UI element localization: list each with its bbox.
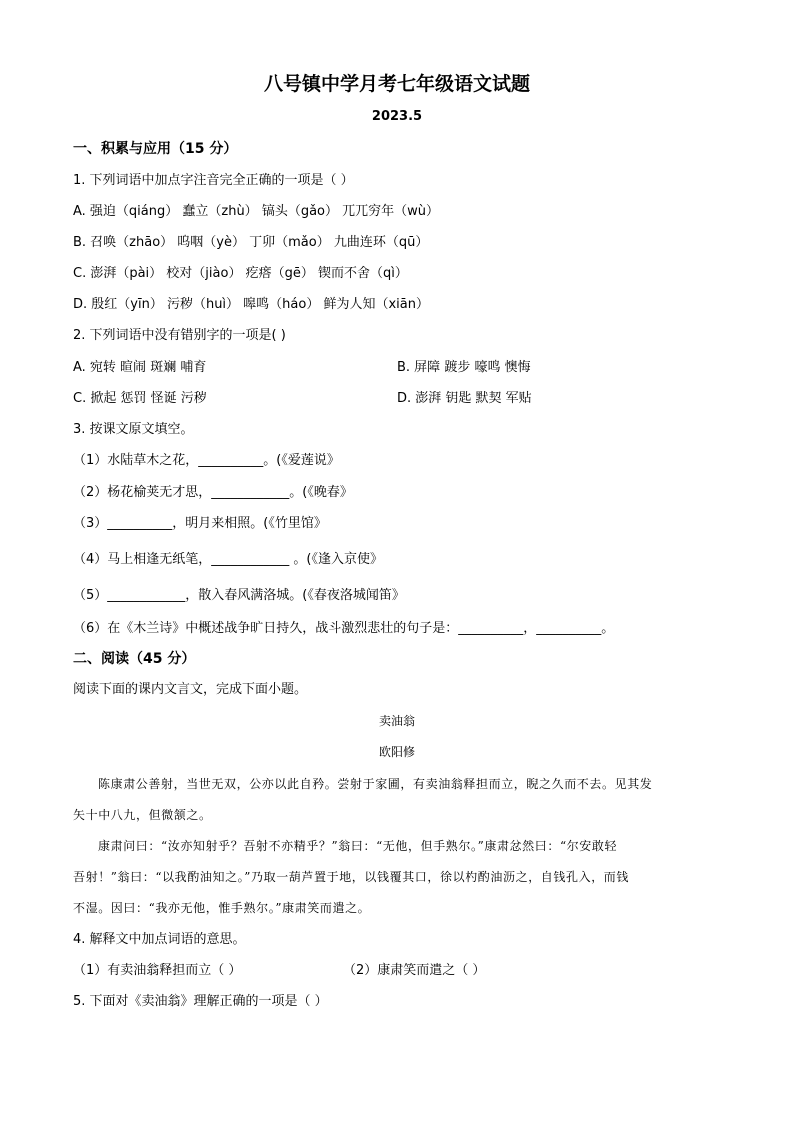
- question-1-option-b: B. 召唤（zhāo） 呜咽（yè） 丁卯（mǎo） 九曲连环（qū）: [73, 235, 429, 250]
- exam-date: 2023.5: [371, 109, 423, 124]
- question-3-item-4: （4）马上相逢无纸笔，____________ 。(《逢入京使》: [73, 552, 383, 567]
- question-3-item-6: （6）在《木兰诗》中概述战争旷日持久，战斗激烈悲壮的句子是：__________，__________。: [73, 621, 615, 636]
- question-2-option-a: A. 宛转 暄闹 斑斓 哺育: [73, 360, 207, 375]
- passage-author: 欧阳修: [378, 745, 415, 759]
- passage-title: 卖油翁: [378, 714, 415, 728]
- section-heading-reading: 二、阅读（45 分）: [73, 651, 196, 667]
- passage-line: 矢十中八九，但微颔之。: [73, 808, 212, 822]
- question-2-option-d: D. 澎湃 钥匙 默契 军贴: [397, 391, 532, 406]
- question-4-item-2: （2）康肃笑而遣之（ ）: [343, 963, 486, 978]
- question-1-stem: 1. 下列词语中加点字注音完全正确的一项是（ ）: [73, 173, 354, 188]
- passage-line: 不湿。因曰：“我亦无他，惟手熟尔。”康肃笑而遣之。: [73, 901, 371, 915]
- question-4-item-1: （1）有卖油翁释担而立（ ）: [73, 963, 242, 978]
- reading-intro: 阅读下面的课内文言文，完成下面小题。: [73, 682, 308, 697]
- passage-line: 陈康肃公善射，当世无双，公亦以此自矜。尝射于家圃，有卖油翁释担而立，睨之久而不去。见其发: [98, 777, 653, 791]
- question-3-item-5: （5）____________，散入春风满洛城。(《春夜洛城闻笛》: [73, 588, 405, 603]
- passage-line: 康肃问曰：“汝亦知射乎？吾射不亦精乎？”翁曰：“无他，但手熟尔。”康肃忿然曰：“尔安敢轻: [98, 839, 618, 853]
- question-1-option-a: A. 强迫（qiáng） 蠢立（zhù） 镐头（gǎo） 兀兀穷年（wù）: [73, 204, 439, 219]
- question-3-item-3: （3）__________，明月来相照。(《竹里馆》: [73, 516, 327, 531]
- question-2-option-c: C. 掀起 惩罚 怪诞 污秽: [73, 391, 207, 406]
- question-3-item-2: （2）杨花榆荚无才思，____________。(《晚春》: [73, 485, 353, 500]
- question-5-stem: 5. 下面对《卖油翁》理解正确的一项是（ ）: [73, 994, 328, 1009]
- question-3-item-1: （1）水陆草木之花，__________。(《爱莲说》: [73, 453, 340, 468]
- question-1-option-d: D. 殷红（yīn） 污秽（huì） 嗥鸣（háo） 鲜为人知（xiān）: [73, 297, 429, 312]
- passage-line: 吾射！”翁曰：“以我酌油知之。”乃取一葫芦置于地，以钱覆其口，徐以杓酌油沥之，自钱孔入，而钱: [73, 870, 630, 884]
- question-1-option-c: C. 澎湃（pài） 校对（jiào） 疙瘩（gē） 锲而不舍（qì）: [73, 266, 408, 281]
- question-2-stem: 2. 下列词语中没有错别字的一项是( ): [73, 328, 286, 343]
- question-3-stem: 3. 按课文原文填空。: [73, 422, 194, 437]
- page-title: 八号镇中学月考七年级语文试题: [263, 73, 530, 95]
- section-heading-accumulation: 一、积累与应用（15 分）: [73, 141, 238, 157]
- question-2-option-b: B. 屏障 踱步 嚎鸣 懊悔: [397, 360, 531, 375]
- question-4-stem: 4. 解释文中加点词语的意思。: [73, 932, 246, 947]
